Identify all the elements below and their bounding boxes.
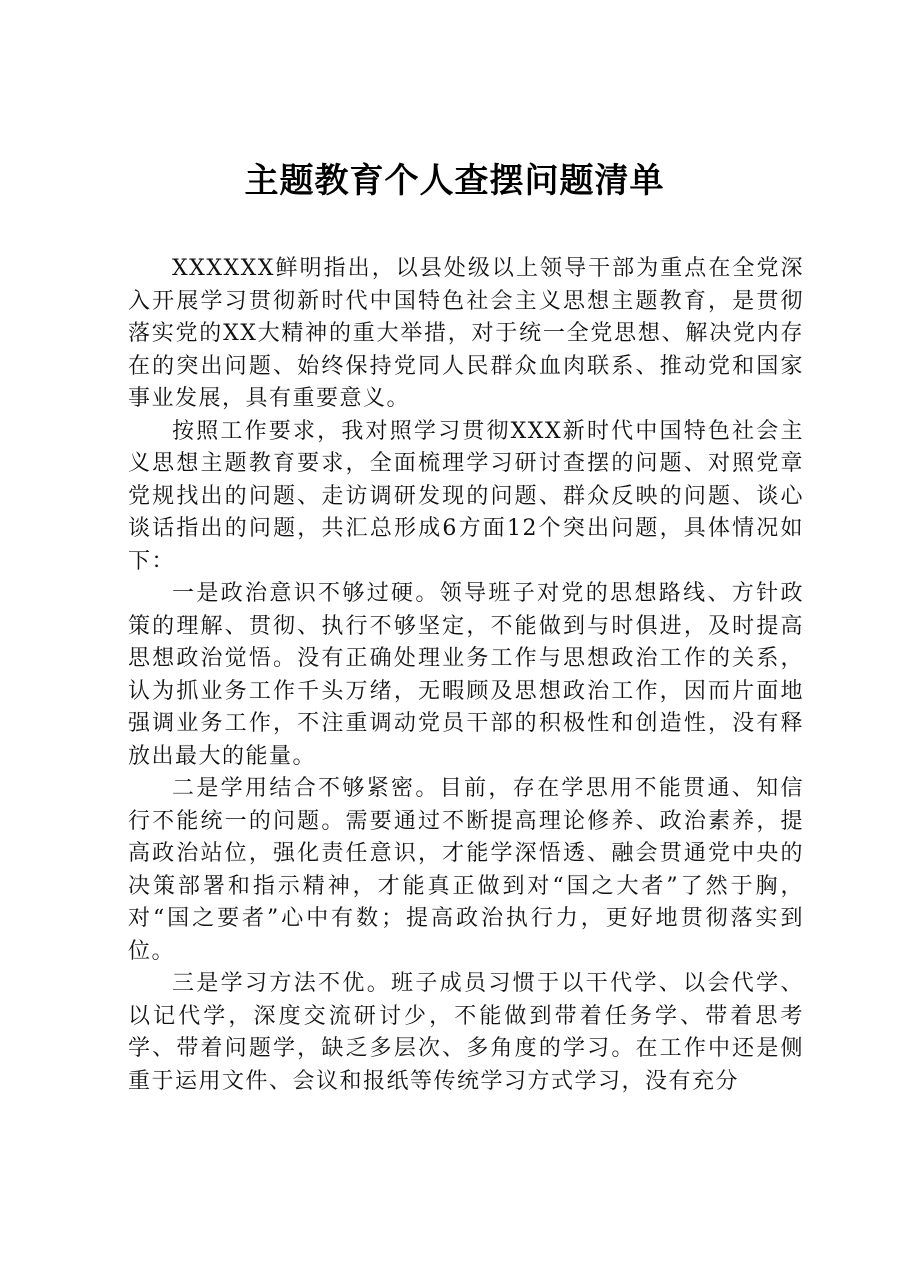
paragraph-intro: XXXXXX鲜明指出，以县处级以上领导干部为重点在全党深入开展学习贯彻新时代中国特色社会主义思想主题教育，是贯彻落实党的XX大精神的重大举措，对于统一全党思想、解决党内存在的突出问题、始终保持党同人民群众血肉联系、推动党和国家事业发展，具有重要意义。 [128,256,804,411]
paragraph-issue-2: 二是学用结合不够紧密。目前，存在学思用不能贯通、知信行不能统一的问题。需要通过不断提高理论修养、政治素养，提高政治站位，强化责任意识，才能学深悟透、融会贯通党中央的决策部署和指示精神，才能真正做到对“国之大者”了然于胸，对“国之要者”心中有数；提高政治执行力，更好地贯彻落实到位。 [128,776,804,964]
paragraph-issue-3: 三是学习方法不优。班子成员习惯于以干代学、以会代学、以记代学，深度交流研讨少，不能做到带着任务学、带着思考学、带着问题学，缺乏多层次、多角度的学习。在工作中还是侧重于运用文件、会议和报纸等传统学习方式学习，没有充分 [128,971,804,1094]
document-title: 主题教育个人查摆问题清单 [244,161,665,201]
document-body [128,253,804,1098]
paragraph-issue-1: 一是政治意识不够过硬。领导班子对党的思想路线、方针政策的理解、贯彻、执行不够坚定，不能做到与时俱进，及时提高思想政治觉悟。没有正确处理业务工作与思想政治工作的关系，认为抓业务工作千头万绪，无暇顾及思想政治工作，因而片面地强调业务工作，不注重调动党员干部的积极性和创造性，没有释放出最大的能量。 [128,581,804,769]
paragraph-requirements: 按照工作要求，我对照学习贯彻XXX新时代中国特色社会主义思想主题教育要求，全面梳理学习研讨查摆的问题、对照党章党规找出的问题、走访调研发现的问题、群众反映的问题、谈心谈话指出的问题，共汇总形成6方面12个突出问题，具体情况如下： [128,418,804,574]
